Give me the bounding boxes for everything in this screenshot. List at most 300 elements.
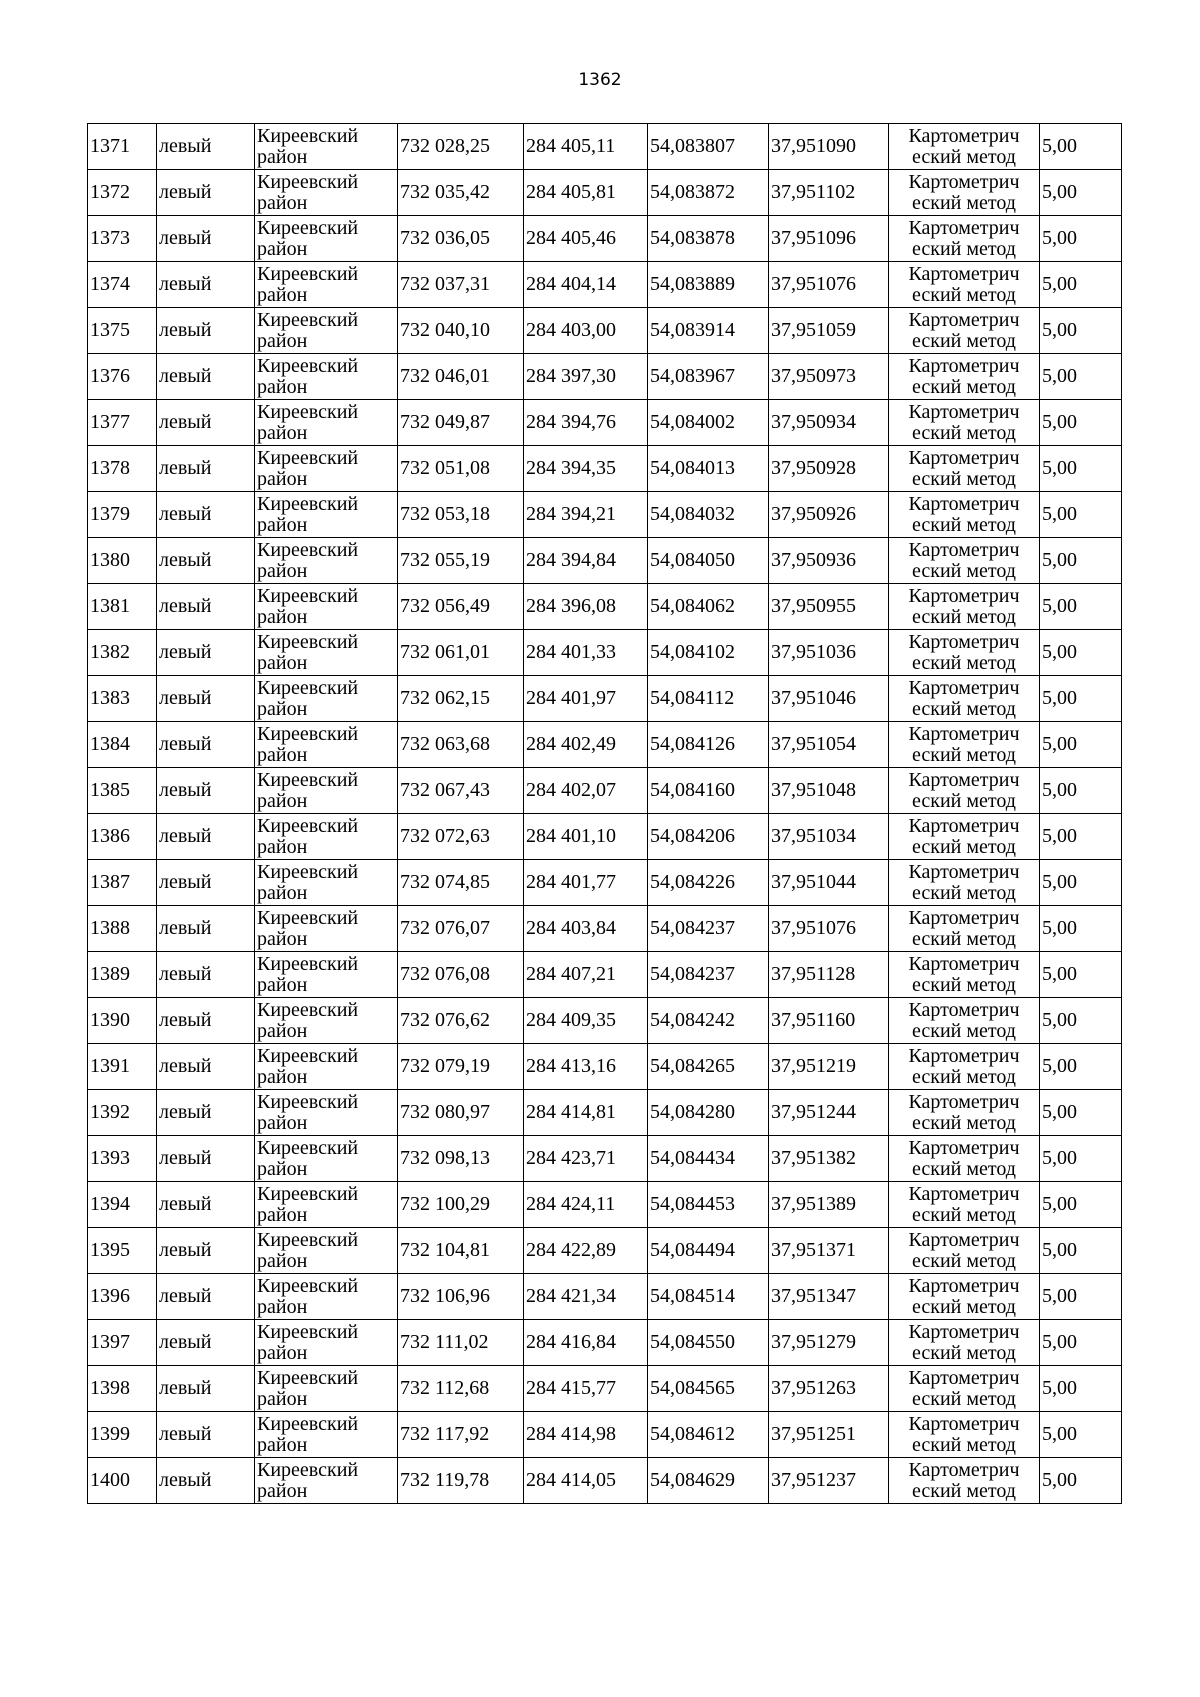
latitude-cell: 54,083914 [648,308,769,354]
district-cell-line: район [257,467,308,490]
district-cell-line: Киреевский [257,1274,359,1297]
x-coordinate-cell: 732 056,49 [398,584,524,630]
side-cell: левый [157,630,255,676]
table-row [88,906,1122,952]
accuracy-cell: 5,00 [1040,170,1122,216]
point-number-cell: 1400 [88,1458,157,1504]
point-number-cell: 1392 [88,1090,157,1136]
method-cell-line: еский метод [912,375,1016,398]
accuracy-cell: 5,00 [1040,1136,1122,1182]
side-cell: левый [157,860,255,906]
district-cell [255,814,398,860]
x-coordinate-cell: 732 104,81 [398,1228,524,1274]
method-cell-line: еский метод [912,789,1016,812]
method-cell-line: Картометрич [908,446,1020,469]
side-cell: левый [157,1182,255,1228]
x-coordinate-cell: 732 111,02 [398,1320,524,1366]
method-cell-line: еский метод [912,283,1016,306]
method-cell-line: еский метод [912,1065,1016,1088]
method-cell [889,1412,1040,1458]
x-coordinate-cell: 732 035,42 [398,170,524,216]
x-coordinate-cell: 732 063,68 [398,722,524,768]
method-cell-line: Картометрич [908,1458,1020,1481]
table-row [88,1090,1122,1136]
method-cell-line: еский метод [912,1249,1016,1272]
accuracy-cell: 5,00 [1040,814,1122,860]
district-cell-line: Киреевский [257,676,359,699]
side-cell: левый [157,1136,255,1182]
method-cell-line: Картометрич [908,768,1020,791]
district-cell-line: район [257,881,308,904]
point-number-cell: 1378 [88,446,157,492]
district-cell-line: Киреевский [257,768,359,791]
method-cell [889,492,1040,538]
longitude-cell: 37,951059 [769,308,889,354]
longitude-cell: 37,951371 [769,1228,889,1274]
latitude-cell: 54,084550 [648,1320,769,1366]
method-cell-line: Картометрич [908,1366,1020,1389]
district-cell-line: район [257,145,308,168]
y-coordinate-cell: 284 403,84 [524,906,648,952]
table-row [88,354,1122,400]
latitude-cell: 54,084514 [648,1274,769,1320]
point-number-cell: 1373 [88,216,157,262]
table-row [88,216,1122,262]
y-coordinate-cell: 284 401,77 [524,860,648,906]
district-cell-line: район [257,1295,308,1318]
district-cell [255,1412,398,1458]
method-cell-line: еский метод [912,1157,1016,1180]
y-coordinate-cell: 284 422,89 [524,1228,648,1274]
side-cell: левый [157,906,255,952]
table-row [88,1366,1122,1412]
longitude-cell: 37,951048 [769,768,889,814]
point-number-cell: 1399 [88,1412,157,1458]
latitude-cell: 54,084050 [648,538,769,584]
side-cell: левый [157,492,255,538]
side-cell: левый [157,676,255,722]
x-coordinate-cell: 732 061,01 [398,630,524,676]
latitude-cell: 54,084013 [648,446,769,492]
method-cell-line: еский метод [912,881,1016,904]
method-cell-line: еский метод [912,1433,1016,1456]
table-row [88,952,1122,998]
table-row [88,1182,1122,1228]
method-cell-line: еский метод [912,1479,1016,1502]
table-row [88,998,1122,1044]
method-cell-line: Картометрич [908,860,1020,883]
district-cell [255,906,398,952]
side-cell: левый [157,1412,255,1458]
table-row [88,630,1122,676]
district-cell [255,860,398,906]
table-row [88,1458,1122,1504]
latitude-cell: 54,083878 [648,216,769,262]
point-number-cell: 1391 [88,1044,157,1090]
latitude-cell: 54,084242 [648,998,769,1044]
accuracy-cell: 5,00 [1040,1366,1122,1412]
method-cell [889,124,1040,170]
method-cell [889,584,1040,630]
side-cell: левый [157,216,255,262]
district-cell-line: Киреевский [257,814,359,837]
method-cell-line: еский метод [912,1387,1016,1410]
method-cell [889,1090,1040,1136]
accuracy-cell: 5,00 [1040,768,1122,814]
accuracy-cell: 5,00 [1040,722,1122,768]
y-coordinate-cell: 284 424,11 [524,1182,648,1228]
x-coordinate-cell: 732 080,97 [398,1090,524,1136]
longitude-cell: 37,950955 [769,584,889,630]
method-cell-line: Картометрич [908,906,1020,929]
district-cell-line: район [257,1065,308,1088]
longitude-cell: 37,950928 [769,446,889,492]
point-number-cell: 1376 [88,354,157,400]
point-number-cell: 1386 [88,814,157,860]
latitude-cell: 54,083889 [648,262,769,308]
method-cell [889,998,1040,1044]
latitude-cell: 54,084002 [648,400,769,446]
district-cell [255,998,398,1044]
latitude-cell: 54,084237 [648,952,769,998]
district-cell-line: Киреевский [257,952,359,975]
table-row [88,1320,1122,1366]
method-cell-line: Картометрич [908,1044,1020,1067]
side-cell: левый [157,262,255,308]
district-cell-line: район [257,1249,308,1272]
accuracy-cell: 5,00 [1040,492,1122,538]
method-cell [889,952,1040,998]
table-row [88,1412,1122,1458]
point-number-cell: 1384 [88,722,157,768]
method-cell [889,814,1040,860]
y-coordinate-cell: 284 414,81 [524,1090,648,1136]
table-row [88,814,1122,860]
method-cell-line: еский метод [912,743,1016,766]
y-coordinate-cell: 284 404,14 [524,262,648,308]
method-cell-line: еский метод [912,191,1016,214]
side-cell: левый [157,1228,255,1274]
side-cell: левый [157,768,255,814]
latitude-cell: 54,084226 [648,860,769,906]
method-cell-line: еский метод [912,421,1016,444]
method-cell [889,170,1040,216]
method-cell-line: еский метод [912,513,1016,536]
point-number-cell: 1383 [88,676,157,722]
side-cell: левый [157,1044,255,1090]
district-cell-line: Киреевский [257,170,359,193]
longitude-cell: 37,951046 [769,676,889,722]
district-cell [255,492,398,538]
side-cell: левый [157,1274,255,1320]
y-coordinate-cell: 284 396,08 [524,584,648,630]
method-cell-line: Картометрич [908,630,1020,653]
latitude-cell: 54,084160 [648,768,769,814]
point-number-cell: 1398 [88,1366,157,1412]
point-number-cell: 1390 [88,998,157,1044]
district-cell-line: район [257,1433,308,1456]
accuracy-cell: 5,00 [1040,308,1122,354]
method-cell-line: еский метод [912,697,1016,720]
district-cell-line: Киреевский [257,1366,359,1389]
longitude-cell: 37,951263 [769,1366,889,1412]
point-number-cell: 1374 [88,262,157,308]
method-cell [889,262,1040,308]
point-number-cell: 1375 [88,308,157,354]
side-cell: левый [157,446,255,492]
method-cell [889,400,1040,446]
longitude-cell: 37,951076 [769,906,889,952]
y-coordinate-cell: 284 405,11 [524,124,648,170]
y-coordinate-cell: 284 401,10 [524,814,648,860]
district-cell [255,308,398,354]
y-coordinate-cell: 284 405,46 [524,216,648,262]
y-coordinate-cell: 284 415,77 [524,1366,648,1412]
y-coordinate-cell: 284 394,84 [524,538,648,584]
method-cell-line: Картометрич [908,124,1020,147]
y-coordinate-cell: 284 403,00 [524,308,648,354]
district-cell [255,1136,398,1182]
method-cell [889,1458,1040,1504]
y-coordinate-cell: 284 402,07 [524,768,648,814]
y-coordinate-cell: 284 409,35 [524,998,648,1044]
side-cell: левый [157,1458,255,1504]
method-cell-line: еский метод [912,467,1016,490]
district-cell-line: район [257,1019,308,1042]
accuracy-cell: 5,00 [1040,216,1122,262]
longitude-cell: 37,951389 [769,1182,889,1228]
district-cell-line: район [257,697,308,720]
method-cell [889,1274,1040,1320]
x-coordinate-cell: 732 067,43 [398,768,524,814]
district-cell-line: Киреевский [257,1182,359,1205]
x-coordinate-cell: 732 072,63 [398,814,524,860]
method-cell-line: Картометрич [908,216,1020,239]
x-coordinate-cell: 732 037,31 [398,262,524,308]
point-number-cell: 1394 [88,1182,157,1228]
method-cell [889,630,1040,676]
accuracy-cell: 5,00 [1040,998,1122,1044]
district-cell [255,768,398,814]
y-coordinate-cell: 284 394,21 [524,492,648,538]
point-number-cell: 1397 [88,1320,157,1366]
x-coordinate-cell: 732 079,19 [398,1044,524,1090]
district-cell [255,1044,398,1090]
x-coordinate-cell: 732 117,92 [398,1412,524,1458]
accuracy-cell: 5,00 [1040,1458,1122,1504]
x-coordinate-cell: 732 098,13 [398,1136,524,1182]
longitude-cell: 37,950936 [769,538,889,584]
side-cell: левый [157,998,255,1044]
y-coordinate-cell: 284 394,76 [524,400,648,446]
point-number-cell: 1379 [88,492,157,538]
longitude-cell: 37,951382 [769,1136,889,1182]
method-cell-line: еский метод [912,651,1016,674]
method-cell-line: еский метод [912,1203,1016,1226]
y-coordinate-cell: 284 414,98 [524,1412,648,1458]
point-number-cell: 1396 [88,1274,157,1320]
x-coordinate-cell: 732 106,96 [398,1274,524,1320]
method-cell [889,354,1040,400]
district-cell-line: район [257,973,308,996]
method-cell-line: Картометрич [908,1228,1020,1251]
accuracy-cell: 5,00 [1040,1090,1122,1136]
table-row [88,538,1122,584]
longitude-cell: 37,950926 [769,492,889,538]
method-cell-line: Картометрич [908,492,1020,515]
district-cell-line: район [257,605,308,628]
method-cell-line: Картометрич [908,584,1020,607]
district-cell [255,124,398,170]
district-cell-line: Киреевский [257,630,359,653]
method-cell [889,1366,1040,1412]
method-cell [889,1136,1040,1182]
method-cell [889,1320,1040,1366]
method-cell-line: еский метод [912,973,1016,996]
district-cell [255,262,398,308]
side-cell: левый [157,1366,255,1412]
district-cell-line: Киреевский [257,538,359,561]
method-cell [889,446,1040,492]
longitude-cell: 37,950934 [769,400,889,446]
x-coordinate-cell: 732 046,01 [398,354,524,400]
accuracy-cell: 5,00 [1040,1182,1122,1228]
table-row [88,124,1122,170]
table-row [88,308,1122,354]
point-number-cell: 1371 [88,124,157,170]
district-cell-line: Киреевский [257,446,359,469]
table-row [88,676,1122,722]
longitude-cell: 37,951347 [769,1274,889,1320]
x-coordinate-cell: 732 049,87 [398,400,524,446]
y-coordinate-cell: 284 394,35 [524,446,648,492]
method-cell [889,768,1040,814]
longitude-cell: 37,951090 [769,124,889,170]
district-cell-line: район [257,237,308,260]
longitude-cell: 37,951076 [769,262,889,308]
point-number-cell: 1393 [88,1136,157,1182]
method-cell-line: еский метод [912,1295,1016,1318]
table-row [88,722,1122,768]
side-cell: левый [157,584,255,630]
table-row [88,400,1122,446]
accuracy-cell: 5,00 [1040,860,1122,906]
y-coordinate-cell: 284 407,21 [524,952,648,998]
point-number-cell: 1395 [88,1228,157,1274]
method-cell-line: Картометрич [908,1274,1020,1297]
y-coordinate-cell: 284 402,49 [524,722,648,768]
district-cell-line: район [257,329,308,352]
district-cell-line: район [257,1341,308,1364]
district-cell-line: Киреевский [257,1320,359,1343]
district-cell-line: Киреевский [257,1228,359,1251]
x-coordinate-cell: 732 100,29 [398,1182,524,1228]
longitude-cell: 37,951102 [769,170,889,216]
accuracy-cell: 5,00 [1040,354,1122,400]
method-cell-line: еский метод [912,145,1016,168]
district-cell-line: район [257,789,308,812]
latitude-cell: 54,084032 [648,492,769,538]
method-cell [889,722,1040,768]
longitude-cell: 37,951219 [769,1044,889,1090]
method-cell-line: Картометрич [908,1090,1020,1113]
latitude-cell: 54,084102 [648,630,769,676]
latitude-cell: 54,083807 [648,124,769,170]
x-coordinate-cell: 732 119,78 [398,1458,524,1504]
accuracy-cell: 5,00 [1040,1044,1122,1090]
method-cell [889,538,1040,584]
side-cell: левый [157,400,255,446]
point-number-cell: 1381 [88,584,157,630]
method-cell-line: Картометрич [908,262,1020,285]
latitude-cell: 54,084494 [648,1228,769,1274]
longitude-cell: 37,951044 [769,860,889,906]
table-row [88,492,1122,538]
method-cell-line: Картометрич [908,676,1020,699]
district-cell-line: Киреевский [257,1090,359,1113]
method-cell-line: еский метод [912,605,1016,628]
district-cell-line: район [257,191,308,214]
district-cell-line: район [257,559,308,582]
y-coordinate-cell: 284 401,97 [524,676,648,722]
table-row [88,1136,1122,1182]
table-row [88,170,1122,216]
longitude-cell: 37,950973 [769,354,889,400]
district-cell [255,170,398,216]
longitude-cell: 37,951034 [769,814,889,860]
district-cell-line: район [257,1157,308,1180]
district-cell-line: Киреевский [257,124,359,147]
side-cell: левый [157,814,255,860]
x-coordinate-cell: 732 036,05 [398,216,524,262]
district-cell-line: район [257,651,308,674]
x-coordinate-cell: 732 112,68 [398,1366,524,1412]
table-row [88,768,1122,814]
latitude-cell: 54,083967 [648,354,769,400]
accuracy-cell: 5,00 [1040,400,1122,446]
table-row [88,860,1122,906]
latitude-cell: 54,084237 [648,906,769,952]
side-cell: левый [157,722,255,768]
latitude-cell: 54,084453 [648,1182,769,1228]
point-number-cell: 1389 [88,952,157,998]
latitude-cell: 54,084112 [648,676,769,722]
x-coordinate-cell: 732 053,18 [398,492,524,538]
longitude-cell: 37,951279 [769,1320,889,1366]
district-cell-line: район [257,1387,308,1410]
accuracy-cell: 5,00 [1040,1412,1122,1458]
method-cell-line: Картометрич [908,400,1020,423]
y-coordinate-cell: 284 416,84 [524,1320,648,1366]
latitude-cell: 54,084062 [648,584,769,630]
district-cell [255,630,398,676]
accuracy-cell: 5,00 [1040,1228,1122,1274]
district-cell-line: район [257,375,308,398]
y-coordinate-cell: 284 405,81 [524,170,648,216]
method-cell [889,308,1040,354]
side-cell: левый [157,952,255,998]
method-cell-line: Картометрич [908,170,1020,193]
y-coordinate-cell: 284 414,05 [524,1458,648,1504]
district-cell-line: район [257,835,308,858]
method-cell-line: еский метод [912,1341,1016,1364]
method-cell-line: еский метод [912,237,1016,260]
district-cell-line: район [257,743,308,766]
method-cell [889,1182,1040,1228]
longitude-cell: 37,951128 [769,952,889,998]
side-cell: левый [157,124,255,170]
district-cell-line: Киреевский [257,1044,359,1067]
